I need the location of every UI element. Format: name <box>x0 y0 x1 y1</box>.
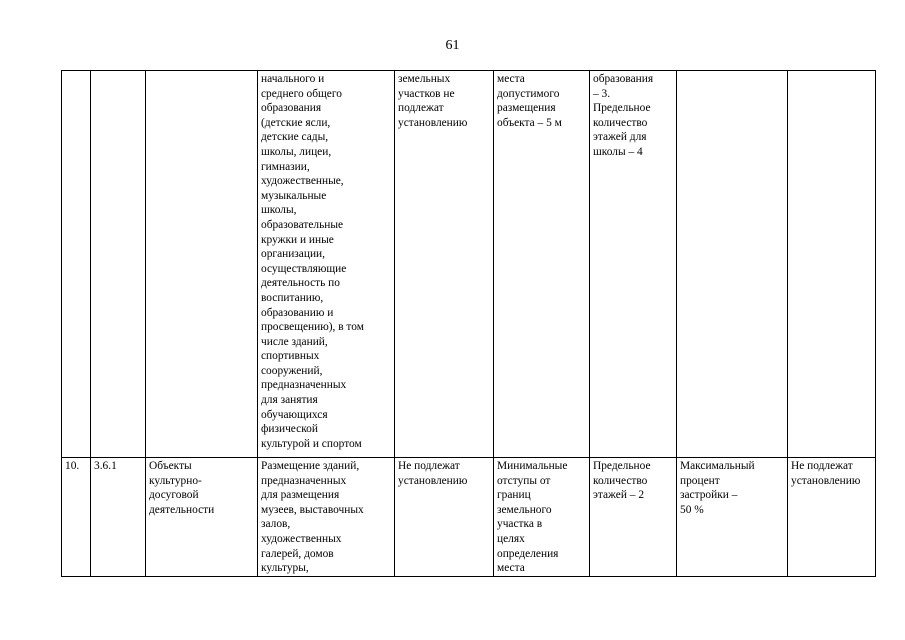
cell-name <box>146 71 258 458</box>
cell-coverage: Максимальный процент застройки – 50 % <box>677 458 788 577</box>
table-row <box>62 71 876 458</box>
cell-setbacks: места допустимого размещения объекта – 5 м <box>494 71 590 458</box>
zoning-regulations-table <box>61 70 876 577</box>
cell-description: Размещение зданий, предназначенных для размещения музеев, выставочных залов, художественных галерей, домов культуры, <box>258 458 395 577</box>
cell-floors: Предельное количество этажей – 2 <box>590 458 677 577</box>
page-number: 61 <box>445 38 460 53</box>
cell-floors: образования – 3. Предельное количество этажей для школы – 4 <box>590 71 677 458</box>
cell-coverage <box>677 71 788 458</box>
cell-name: Объекты культурно- досуговой деятельности <box>146 458 258 577</box>
cell-setbacks: Минимальные отступы от границ земельного участка в целях определения места <box>494 458 590 577</box>
cell-other: Не подлежат установлению <box>788 458 876 577</box>
cell-plot-size: Не подлежат установлению <box>395 458 494 577</box>
cell-code <box>91 71 146 458</box>
cell-other <box>788 71 876 458</box>
cell-number <box>62 71 91 458</box>
table-row <box>62 458 876 577</box>
cell-description: начального и среднего общего образования (детские ясли, детские сады, школы, лицеи, гимназии, художественные, музыкальные школы, образовательные кружки и иные организации, осуществляющие деятельность по воспитанию, образованию и просвещению), в том числе зданий, спортивных сооружений, предназначенных для занятия обучающихся физической культурой и спортом <box>258 71 395 458</box>
cell-code: 3.6.1 <box>91 458 146 577</box>
cell-plot-size: земельных участков не подлежат установлению <box>395 71 494 458</box>
cell-number: 10. <box>62 458 91 577</box>
